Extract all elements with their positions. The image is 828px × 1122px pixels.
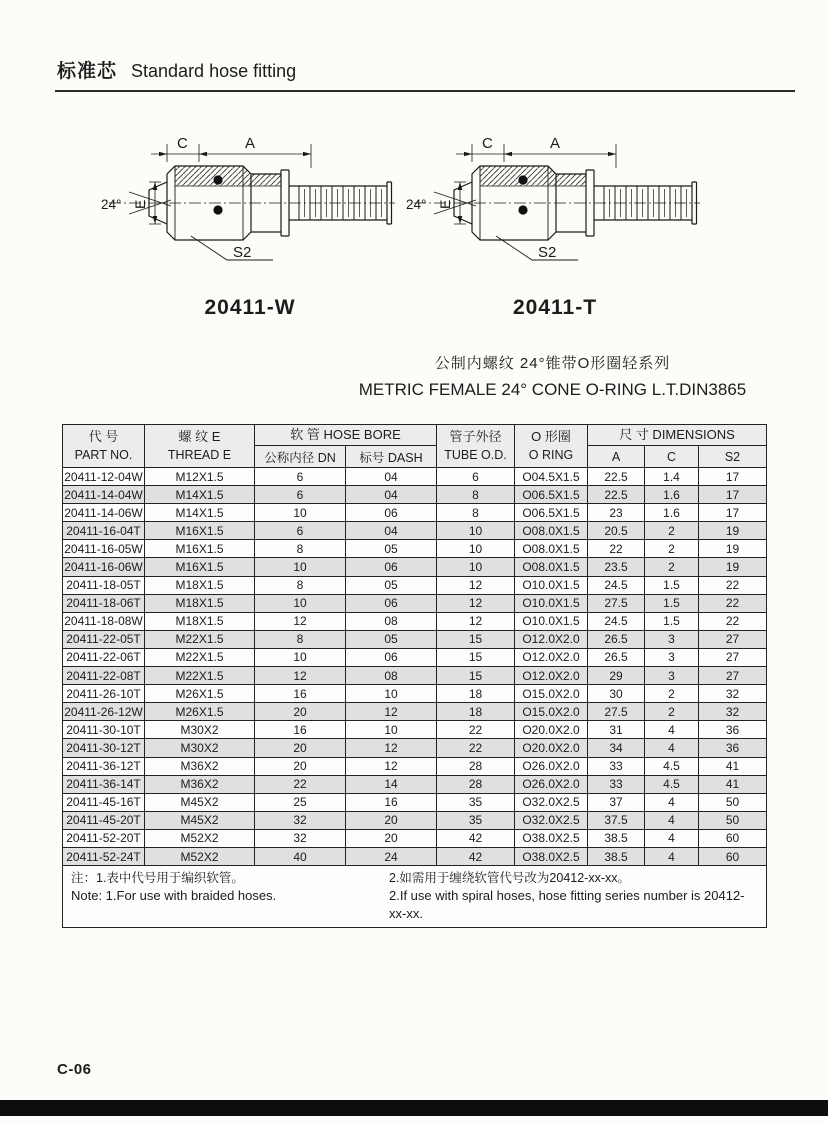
table-notes bbox=[63, 866, 767, 928]
part-no-cell: 20411-18-08W bbox=[63, 612, 145, 630]
dim-c-cell: 2 bbox=[645, 685, 699, 703]
col-header-dim-s2: S2 bbox=[699, 446, 767, 468]
note-cjk-1: 注：1.表中代号用于编织软管。 bbox=[71, 871, 244, 886]
tube-od-cell: 10 bbox=[437, 540, 515, 558]
dim-s2-cell: 27 bbox=[699, 667, 767, 685]
tube-od-cell: 15 bbox=[437, 648, 515, 666]
tube-od-cell: 10 bbox=[437, 558, 515, 576]
fitting-diagram-t bbox=[400, 130, 710, 320]
dim-s2-cell: 22 bbox=[699, 612, 767, 630]
col-header-part-no-en: PART NO. bbox=[74, 448, 133, 462]
dash-cell: 04 bbox=[346, 486, 437, 504]
col-header-dash: 标号 DASH bbox=[346, 446, 437, 468]
dash-cell: 06 bbox=[346, 648, 437, 666]
dim-a-cell: 37 bbox=[588, 793, 645, 811]
dash-cell: 12 bbox=[346, 757, 437, 775]
dash-cell: 08 bbox=[346, 612, 437, 630]
o-ring-cell: O15.0X2.0 bbox=[515, 685, 588, 703]
dim-s2-cell: 50 bbox=[699, 811, 767, 829]
col-header-dn: 公称内径 DN bbox=[255, 446, 346, 468]
table-row bbox=[63, 504, 767, 522]
table-row bbox=[63, 648, 767, 666]
page-title-cjk: 标准芯 bbox=[57, 61, 118, 82]
col-header-part-no-cjk: 代 号 bbox=[88, 429, 119, 444]
thread-e-cell: M36X2 bbox=[145, 775, 255, 793]
dim-s2-cell: 41 bbox=[699, 757, 767, 775]
table-body bbox=[63, 468, 767, 866]
col-header-hose-bore: 软 管 HOSE BORE bbox=[255, 425, 437, 446]
dim-c-cell: 4.5 bbox=[645, 775, 699, 793]
part-label-w: 20411-W bbox=[204, 296, 296, 319]
dash-cell: 08 bbox=[346, 667, 437, 685]
table-row bbox=[63, 486, 767, 504]
note-line-cjk bbox=[71, 869, 758, 887]
dim-a-cell: 24.5 bbox=[588, 576, 645, 594]
thread-e-cell: M26X1.5 bbox=[145, 685, 255, 703]
dn-cell: 6 bbox=[255, 486, 346, 504]
dim-a-cell: 38.5 bbox=[588, 829, 645, 847]
o-ring-cell: O10.0X1.5 bbox=[515, 576, 588, 594]
o-ring-cell: O06.5X1.5 bbox=[515, 504, 588, 522]
part-no-cell: 20411-45-16T bbox=[63, 793, 145, 811]
dim-a-cell: 26.5 bbox=[588, 630, 645, 648]
tube-od-cell: 6 bbox=[437, 468, 515, 486]
o-ring-cell: O08.0X1.5 bbox=[515, 540, 588, 558]
fitting-drawing-w bbox=[95, 130, 405, 280]
dim-a-cell: 29 bbox=[588, 667, 645, 685]
o-ring-cell: O12.0X2.0 bbox=[515, 630, 588, 648]
dn-cell: 12 bbox=[255, 667, 346, 685]
dim-s2-cell: 36 bbox=[699, 721, 767, 739]
dn-cell: 12 bbox=[255, 612, 346, 630]
dim-s2-cell: 60 bbox=[699, 829, 767, 847]
tube-od-cell: 15 bbox=[437, 667, 515, 685]
col-header-dimensions: 尺 寸 DIMENSIONS bbox=[588, 425, 767, 446]
series-title-en: METRIC FEMALE 24° CONE O-RING L.T.DIN3865 bbox=[358, 380, 747, 399]
dim-c-cell: 3 bbox=[645, 648, 699, 666]
note-en-1: Note: 1.For use with braided hoses. bbox=[71, 888, 277, 904]
dash-cell: 05 bbox=[346, 630, 437, 648]
o-ring-cell: O32.0X2.5 bbox=[515, 811, 588, 829]
dim-s2-cell: 50 bbox=[699, 793, 767, 811]
dn-cell: 10 bbox=[255, 504, 346, 522]
dn-cell: 10 bbox=[255, 558, 346, 576]
dim-a-cell: 34 bbox=[588, 739, 645, 757]
dim-c-cell: 4 bbox=[645, 847, 699, 865]
col-header-o-ring bbox=[515, 425, 588, 468]
thread-e-cell: M45X2 bbox=[145, 811, 255, 829]
tube-od-cell: 18 bbox=[437, 703, 515, 721]
part-no-cell: 20411-36-14T bbox=[63, 775, 145, 793]
dn-cell: 20 bbox=[255, 757, 346, 775]
part-no-cell: 20411-22-08T bbox=[63, 667, 145, 685]
dim-s2-cell: 17 bbox=[699, 504, 767, 522]
thread-e-cell: M16X1.5 bbox=[145, 540, 255, 558]
tube-od-cell: 22 bbox=[437, 721, 515, 739]
dim-c-cell: 1.5 bbox=[645, 576, 699, 594]
dash-cell: 12 bbox=[346, 703, 437, 721]
dash-cell: 14 bbox=[346, 775, 437, 793]
dim-a-cell: 33 bbox=[588, 757, 645, 775]
dn-cell: 8 bbox=[255, 540, 346, 558]
thread-e-cell: M22X1.5 bbox=[145, 648, 255, 666]
dash-cell: 06 bbox=[346, 594, 437, 612]
page-number: C-06 bbox=[57, 1061, 92, 1078]
header-divider bbox=[55, 90, 795, 92]
col-header-thread-cjk: 螺 纹 E bbox=[178, 429, 221, 444]
dn-cell: 20 bbox=[255, 739, 346, 757]
o-ring-cell: O10.0X1.5 bbox=[515, 594, 588, 612]
dim-a-cell: 24.5 bbox=[588, 612, 645, 630]
table-row bbox=[63, 757, 767, 775]
tube-od-cell: 42 bbox=[437, 829, 515, 847]
thread-e-cell: M16X1.5 bbox=[145, 558, 255, 576]
dash-cell: 05 bbox=[346, 540, 437, 558]
table-row bbox=[63, 667, 767, 685]
dash-cell: 06 bbox=[346, 504, 437, 522]
dim-s2-cell: 19 bbox=[699, 522, 767, 540]
table-row bbox=[63, 594, 767, 612]
dim-a-cell: 20.5 bbox=[588, 522, 645, 540]
dn-cell: 25 bbox=[255, 793, 346, 811]
o-ring-cell: O20.0X2.0 bbox=[515, 721, 588, 739]
dim-a-cell: 23 bbox=[588, 504, 645, 522]
notes-cell bbox=[63, 866, 767, 928]
col-header-dim-c: C bbox=[645, 446, 699, 468]
dim-s2-cell: 17 bbox=[699, 486, 767, 504]
part-no-cell: 20411-22-06T bbox=[63, 648, 145, 666]
dim-c-cell: 2 bbox=[645, 522, 699, 540]
thread-e-cell: M22X1.5 bbox=[145, 630, 255, 648]
dn-cell: 8 bbox=[255, 630, 346, 648]
dim-s2-cell: 22 bbox=[699, 576, 767, 594]
thread-e-cell: M52X2 bbox=[145, 847, 255, 865]
part-no-cell: 20411-45-20T bbox=[63, 811, 145, 829]
o-ring-cell: O26.0X2.0 bbox=[515, 757, 588, 775]
tube-od-cell: 12 bbox=[437, 594, 515, 612]
series-title-cjk: 公制内螺纹 24°锥带O形圈轻系列 bbox=[434, 355, 671, 372]
dash-cell: 04 bbox=[346, 468, 437, 486]
part-no-cell: 20411-14-04W bbox=[63, 486, 145, 504]
dim-a-cell: 26.5 bbox=[588, 648, 645, 666]
dn-cell: 40 bbox=[255, 847, 346, 865]
tube-od-cell: 10 bbox=[437, 522, 515, 540]
dim-s2-cell: 19 bbox=[699, 540, 767, 558]
tube-od-cell: 12 bbox=[437, 576, 515, 594]
note-line-en bbox=[71, 887, 758, 923]
dim-a-cell: 23.5 bbox=[588, 558, 645, 576]
dim-a-cell: 22.5 bbox=[588, 486, 645, 504]
dim-s2-cell: 17 bbox=[699, 468, 767, 486]
dim-c-cell: 1.6 bbox=[645, 504, 699, 522]
thread-e-cell: M22X1.5 bbox=[145, 667, 255, 685]
o-ring-cell: O32.0X2.5 bbox=[515, 793, 588, 811]
col-header-o-ring-en: O RING bbox=[528, 448, 574, 462]
dim-a-cell: 27.5 bbox=[588, 703, 645, 721]
dash-cell: 12 bbox=[346, 739, 437, 757]
tube-od-cell: 12 bbox=[437, 612, 515, 630]
table-row bbox=[63, 811, 767, 829]
dim-c-cell: 4 bbox=[645, 811, 699, 829]
o-ring-cell: O06.5X1.5 bbox=[515, 486, 588, 504]
col-header-tube-od bbox=[437, 425, 515, 468]
table-row bbox=[63, 558, 767, 576]
part-no-cell: 20411-26-10T bbox=[63, 685, 145, 703]
o-ring-cell: O26.0X2.0 bbox=[515, 775, 588, 793]
table-row bbox=[63, 685, 767, 703]
tube-od-cell: 35 bbox=[437, 811, 515, 829]
table-row bbox=[63, 522, 767, 540]
dn-cell: 16 bbox=[255, 721, 346, 739]
part-no-cell: 20411-52-20T bbox=[63, 829, 145, 847]
dn-cell: 10 bbox=[255, 648, 346, 666]
spec-table bbox=[62, 424, 767, 928]
thread-e-cell: M30X2 bbox=[145, 739, 255, 757]
table-row bbox=[63, 739, 767, 757]
dim-s2-cell: 32 bbox=[699, 703, 767, 721]
note-cjk-2: 2.如需用于缠绕软管代号改为20412-xx-xx。 bbox=[389, 871, 631, 886]
fitting-diagram-w bbox=[95, 130, 405, 320]
table-row bbox=[63, 721, 767, 739]
dim-s2-cell: 22 bbox=[699, 594, 767, 612]
tube-od-cell: 28 bbox=[437, 757, 515, 775]
thread-e-cell: M52X2 bbox=[145, 829, 255, 847]
dim-c-cell: 4 bbox=[645, 739, 699, 757]
dim-a-cell: 22.5 bbox=[588, 468, 645, 486]
o-ring-cell: O38.0X2.5 bbox=[515, 847, 588, 865]
table-row bbox=[63, 793, 767, 811]
dn-cell: 22 bbox=[255, 775, 346, 793]
dim-c-cell: 4.5 bbox=[645, 757, 699, 775]
dim-s2-cell: 60 bbox=[699, 847, 767, 865]
o-ring-cell: O12.0X2.0 bbox=[515, 648, 588, 666]
dim-a-cell: 27.5 bbox=[588, 594, 645, 612]
dim-s2-cell: 27 bbox=[699, 630, 767, 648]
part-no-cell: 20411-30-12T bbox=[63, 739, 145, 757]
dn-cell: 6 bbox=[255, 522, 346, 540]
table-row bbox=[63, 703, 767, 721]
dim-s2-cell: 19 bbox=[699, 558, 767, 576]
tube-od-cell: 35 bbox=[437, 793, 515, 811]
part-no-cell: 20411-16-05W bbox=[63, 540, 145, 558]
dim-a-cell: 37.5 bbox=[588, 811, 645, 829]
dn-cell: 8 bbox=[255, 576, 346, 594]
dn-cell: 32 bbox=[255, 811, 346, 829]
thread-e-cell: M16X1.5 bbox=[145, 522, 255, 540]
dim-s2-cell: 27 bbox=[699, 648, 767, 666]
col-header-thread bbox=[145, 425, 255, 468]
table-row bbox=[63, 576, 767, 594]
part-no-cell: 20411-36-12T bbox=[63, 757, 145, 775]
table-row bbox=[63, 847, 767, 865]
o-ring-cell: O08.0X1.5 bbox=[515, 522, 588, 540]
dash-cell: 24 bbox=[346, 847, 437, 865]
o-ring-cell: O10.0X1.5 bbox=[515, 612, 588, 630]
dn-cell: 20 bbox=[255, 703, 346, 721]
dn-cell: 10 bbox=[255, 594, 346, 612]
o-ring-cell: O15.0X2.0 bbox=[515, 703, 588, 721]
tube-od-cell: 22 bbox=[437, 739, 515, 757]
tube-od-cell: 28 bbox=[437, 775, 515, 793]
o-ring-cell: O20.0X2.0 bbox=[515, 739, 588, 757]
thread-e-cell: M18X1.5 bbox=[145, 594, 255, 612]
dim-c-cell: 3 bbox=[645, 667, 699, 685]
table-row bbox=[63, 540, 767, 558]
part-no-cell: 20411-22-05T bbox=[63, 630, 145, 648]
o-ring-cell: O12.0X2.0 bbox=[515, 667, 588, 685]
dash-cell: 06 bbox=[346, 558, 437, 576]
col-header-o-ring-cjk: O 形圈 bbox=[531, 429, 571, 444]
table-row bbox=[63, 829, 767, 847]
dash-cell: 20 bbox=[346, 829, 437, 847]
dim-c-cell: 4 bbox=[645, 721, 699, 739]
table-row bbox=[63, 630, 767, 648]
tube-od-cell: 18 bbox=[437, 685, 515, 703]
dim-c-cell: 3 bbox=[645, 630, 699, 648]
col-header-part-no bbox=[63, 425, 145, 468]
part-no-cell: 20411-18-05T bbox=[63, 576, 145, 594]
page-title-en: Standard hose fitting bbox=[131, 61, 297, 81]
table-row bbox=[63, 612, 767, 630]
dash-cell: 05 bbox=[346, 576, 437, 594]
dim-c-cell: 1.4 bbox=[645, 468, 699, 486]
tube-od-cell: 15 bbox=[437, 630, 515, 648]
dn-cell: 32 bbox=[255, 829, 346, 847]
tube-od-cell: 8 bbox=[437, 486, 515, 504]
part-no-cell: 20411-16-04T bbox=[63, 522, 145, 540]
dash-cell: 10 bbox=[346, 685, 437, 703]
part-no-cell: 20411-18-06T bbox=[63, 594, 145, 612]
dash-cell: 04 bbox=[346, 522, 437, 540]
table-row bbox=[63, 775, 767, 793]
thread-e-cell: M18X1.5 bbox=[145, 576, 255, 594]
thread-e-cell: M14X1.5 bbox=[145, 486, 255, 504]
dim-a-cell: 22 bbox=[588, 540, 645, 558]
dn-cell: 16 bbox=[255, 685, 346, 703]
dim-c-cell: 1.5 bbox=[645, 612, 699, 630]
dash-cell: 20 bbox=[346, 811, 437, 829]
dim-c-cell: 1.6 bbox=[645, 486, 699, 504]
part-no-cell: 20411-30-10T bbox=[63, 721, 145, 739]
note-en-2: 2.If use with spiral hoses, hose fitting series number is 20412-xx-xx. bbox=[389, 888, 745, 922]
dim-c-cell: 4 bbox=[645, 829, 699, 847]
part-no-cell: 20411-12-04W bbox=[63, 468, 145, 486]
dim-s2-cell: 41 bbox=[699, 775, 767, 793]
col-header-tube-od-en: TUBE O.D. bbox=[444, 448, 507, 462]
dim-c-cell: 2 bbox=[645, 703, 699, 721]
tube-od-cell: 8 bbox=[437, 504, 515, 522]
dim-a-cell: 30 bbox=[588, 685, 645, 703]
series-title bbox=[300, 352, 805, 403]
table-row bbox=[63, 468, 767, 486]
thread-e-cell: M14X1.5 bbox=[145, 504, 255, 522]
thread-e-cell: M12X1.5 bbox=[145, 468, 255, 486]
table-header bbox=[63, 425, 767, 468]
dim-a-cell: 31 bbox=[588, 721, 645, 739]
o-ring-cell: O04.5X1.5 bbox=[515, 468, 588, 486]
dim-c-cell: 2 bbox=[645, 558, 699, 576]
dim-c-cell: 1.5 bbox=[645, 594, 699, 612]
dash-cell: 16 bbox=[346, 793, 437, 811]
part-label-t: 20411-T bbox=[512, 296, 598, 319]
thread-e-cell: M45X2 bbox=[145, 793, 255, 811]
part-no-cell: 20411-16-06W bbox=[63, 558, 145, 576]
thread-e-cell: M30X2 bbox=[145, 721, 255, 739]
footer-index-bar bbox=[0, 1100, 828, 1116]
o-ring-cell: O38.0X2.5 bbox=[515, 829, 588, 847]
o-ring-cell: O08.0X1.5 bbox=[515, 558, 588, 576]
part-no-cell: 20411-14-06W bbox=[63, 504, 145, 522]
col-header-dim-a: A bbox=[588, 446, 645, 468]
dash-cell: 10 bbox=[346, 721, 437, 739]
dim-s2-cell: 36 bbox=[699, 739, 767, 757]
part-no-cell: 20411-52-24T bbox=[63, 847, 145, 865]
tube-od-cell: 42 bbox=[437, 847, 515, 865]
dim-c-cell: 4 bbox=[645, 793, 699, 811]
dn-cell: 6 bbox=[255, 468, 346, 486]
col-header-tube-od-cjk: 管子外径 bbox=[449, 429, 502, 444]
dim-c-cell: 2 bbox=[645, 540, 699, 558]
dim-a-cell: 33 bbox=[588, 775, 645, 793]
thread-e-cell: M36X2 bbox=[145, 757, 255, 775]
thread-e-cell: M18X1.5 bbox=[145, 612, 255, 630]
col-header-thread-en: THREAD E bbox=[167, 448, 232, 462]
fitting-drawing-t bbox=[400, 130, 710, 280]
dim-s2-cell: 32 bbox=[699, 685, 767, 703]
dim-a-cell: 38.5 bbox=[588, 847, 645, 865]
page-title bbox=[57, 56, 296, 83]
part-no-cell: 20411-26-12W bbox=[63, 703, 145, 721]
thread-e-cell: M26X1.5 bbox=[145, 703, 255, 721]
